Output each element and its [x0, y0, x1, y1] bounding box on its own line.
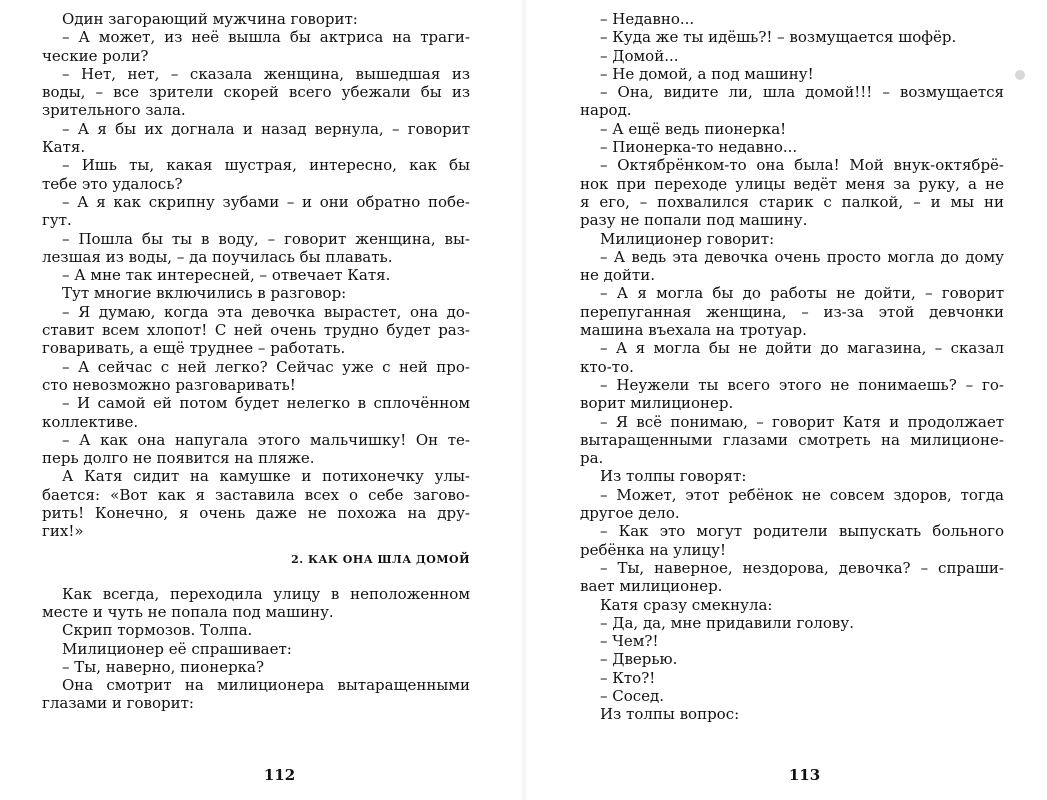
- text-line: – Сосед.: [600, 686, 665, 705]
- text-line: – Пионерка-то недавно...: [600, 138, 798, 157]
- right-page: [532, 0, 1047, 800]
- left-page-story-end: [42, 10, 470, 541]
- text-line: – Пошла бы ты в воду, – говорит женщина, вы-: [62, 229, 470, 248]
- text-line: – Нет, нет, – сказала женщина, вышедшая из: [62, 64, 470, 83]
- text-line: ребёнка на улицу!: [580, 540, 727, 559]
- text-line: – Чем?!: [600, 632, 659, 651]
- text-line: – Да, да, мне придавили голову.: [600, 613, 854, 632]
- text-line: Она смотрит на милиционера вытаращенными: [62, 676, 470, 695]
- text-line: – А я как скрипну зубами – и они обратно побе-: [62, 192, 470, 211]
- text-line: Из толпы говорят:: [600, 467, 747, 486]
- text-line: нок при переходе улицы ведёт меня за руку, а не: [580, 174, 1004, 193]
- text-line: – Дверью.: [600, 650, 678, 669]
- text-line: ставит всем хлопот! С ней очень трудно будет раз-: [42, 321, 470, 340]
- text-line: Как всегда, переходила улицу в неположенном: [62, 584, 470, 603]
- text-line: коллективе.: [42, 412, 139, 431]
- text-line: – А ведь эта девочка очень просто могла до дому: [600, 247, 1004, 266]
- text-line: – Домой...: [600, 46, 679, 65]
- text-line: – А я бы их догнала и назад вернула, – говорит: [62, 119, 470, 138]
- text-line: Тут многие включились в разговор:: [62, 284, 347, 303]
- text-line: лезшая из воды, – да поучилась бы плавать.: [42, 247, 393, 266]
- text-line: – Кто?!: [600, 668, 656, 687]
- text-line: бается: «Вот как я заставила всех о себе загово-: [42, 485, 470, 504]
- text-line: – Октябрёнком-то она была! Мой внук-октябрё-: [600, 156, 1004, 175]
- text-line: – И самой ей потом будет нелегко в сплочённом: [62, 394, 470, 413]
- text-line: А Катя сидит на камушке и потихонечку улы-: [62, 467, 470, 486]
- text-line: – Не домой, а под машину!: [600, 64, 814, 83]
- scan-speck: [1015, 70, 1025, 80]
- text-line: Катя.: [42, 138, 86, 157]
- text-line: – А я могла бы до работы не дойти, – говорит: [600, 284, 1004, 303]
- page-number-right: 113: [788, 766, 821, 784]
- text-line: Один загорающий мужчина говорит:: [62, 10, 358, 28]
- right-page-text: [580, 10, 1004, 724]
- text-line: – Может, этот ребёнок не совсем здоров, тогда: [600, 485, 1004, 504]
- text-line: – А я могла бы не дойти до магазина, – сказал: [600, 339, 1004, 358]
- book-gutter: [520, 0, 528, 800]
- text-line: ворит милиционер.: [580, 394, 734, 413]
- text-line: народ.: [580, 101, 632, 120]
- text-line: Милиционер говорит:: [600, 229, 775, 248]
- text-line: тебе это удалось?: [42, 174, 183, 193]
- text-line: – А может, из неё вышла бы актриса на траги-: [62, 28, 470, 47]
- text-line: – Ты, наверно, пионерка?: [62, 657, 265, 676]
- text-line: – А мне так интересней, – отвечает Катя.: [62, 266, 391, 285]
- text-line: месте и чуть не попала под машину.: [42, 602, 334, 621]
- text-line: машина въехала на тротуар.: [580, 321, 807, 340]
- page-number-left: 112: [263, 766, 296, 784]
- text-line: другое дело.: [580, 504, 680, 523]
- text-line: вает милиционер.: [580, 577, 723, 596]
- text-line: – Я всё понимаю, – говорит Катя и продолжает: [600, 412, 1004, 431]
- text-line: Катя сразу смекнула:: [600, 595, 773, 614]
- text-line: гих!»: [42, 522, 84, 541]
- text-line: кто-то.: [580, 357, 634, 376]
- text-line: – Ишь ты, какая шустрая, интересно, как бы: [62, 156, 470, 175]
- text-line: вытаращенными глазами смотреть на милиционе-: [580, 430, 1004, 449]
- text-line: – Ты, наверное, нездорова, девочка? – спраши-: [600, 558, 1004, 577]
- text-line: не дойти.: [580, 266, 655, 285]
- text-line: разу не попали под машину.: [580, 211, 808, 230]
- text-line: ра.: [580, 449, 604, 468]
- right-page-dialogue: [580, 10, 1004, 724]
- text-line: Милиционер её спрашивает:: [62, 639, 292, 658]
- text-line: Из толпы вопрос:: [600, 705, 740, 724]
- left-page-text: [42, 10, 470, 713]
- text-line: – Недавно...: [600, 10, 695, 28]
- text-line: сто невозможно разговаривать!: [42, 375, 296, 394]
- left-page-chapter-start: [42, 585, 470, 713]
- left-page: [0, 0, 515, 800]
- text-line: ческие роли?: [42, 46, 149, 65]
- text-line: гут.: [42, 211, 72, 230]
- text-line: говаривать, а ещё труднее – работать.: [42, 339, 346, 358]
- text-line: – Она, видите ли, шла домой!!! – возмущается: [600, 83, 1004, 102]
- text-line: рить! Конечно, я очень даже не похожа на дру-: [42, 504, 470, 523]
- text-line: перепуганная женщина, – из-за этой девчонки: [580, 302, 1004, 321]
- text-line: – А сейчас с ней легко? Сейчас уже с ней про-: [62, 357, 470, 376]
- text-line: перь долго не появится на пляже.: [42, 449, 315, 468]
- text-line: – Куда же ты идёшь?! – возмущается шофёр.: [600, 28, 957, 47]
- text-line: воды, – все зрители скорей всего убежали бы из: [42, 83, 470, 102]
- text-line: – А ещё ведь пионерка!: [600, 119, 787, 138]
- text-line: зрительного зала.: [42, 101, 186, 120]
- text-line: Скрип тормозов. Толпа.: [62, 621, 253, 640]
- text-line: – Как это могут родители выпускать больного: [600, 522, 1004, 541]
- text-line: – А как она напугала этого мальчишку! Он те-: [62, 430, 470, 449]
- text-line: – Я думаю, когда эта девочка вырастет, она до-: [62, 302, 470, 321]
- chapter-heading: 2. КАК ОНА ШЛА ДОМОЙ: [291, 552, 470, 566]
- text-line: глазами и говорит:: [42, 694, 194, 713]
- text-line: я его, – похвалился старик с палкой, – и мы ни: [580, 192, 1004, 211]
- text-line: – Неужели ты всего этого не понимаешь? – го-: [600, 375, 1004, 394]
